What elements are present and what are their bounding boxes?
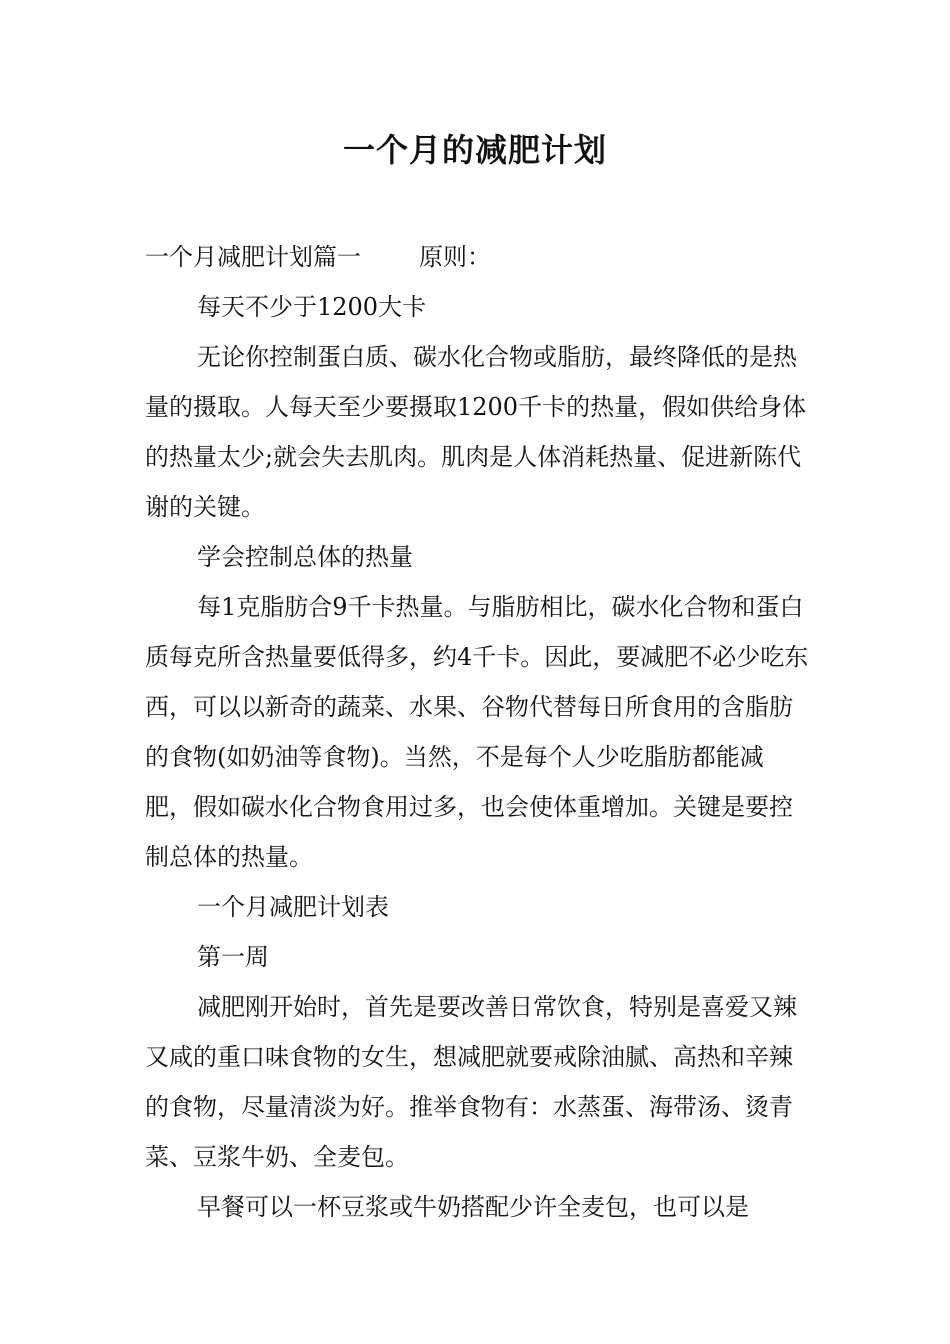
paragraph: 无论你控制蛋白质、碳水化合物或脂肪，最终降低的是热量的摄取。人每天至少要摄取1200千卡的热量，假如供给身体的热量太少;就会失去肌肉。肌肉是人体消耗热量、促进新陈代谢的关键。	[145, 343, 807, 521]
paragraph: 学会控制总体的热量	[197, 543, 413, 571]
paragraph: 一个月减肥计划表	[197, 893, 389, 921]
paragraph: 减肥刚开始时，首先是要改善日常饮食，特别是喜爱又辣又咸的重口味食物的女生，想减肥就要戒除油腻、高热和辛辣的食物，尽量清淡为好。推举食物有：水蒸蛋、海带汤、烫青菜、豆浆牛奶、全麦包。	[145, 993, 797, 1171]
paragraph: 第一周	[197, 943, 269, 971]
paragraph: 每1克脂肪合9千卡热量。与脂肪相比，碳水化合物和蛋白质每克所含热量要低得多，约4千卡。因此，要减肥不必少吃东西，可以以新奇的蔬菜、水果、谷物代替每日所食用的含脂肪的食物(如奶油等食物)。当然，不是每个人少吃脂肪都能减肥，假如碳水化合物食用过多，也会使体重增加。关键是要控制总体的热量。	[145, 593, 809, 871]
document-body	[145, 232, 810, 1232]
principle-label: 原则：	[419, 243, 491, 271]
paragraph: 每天不少于1200大卡	[197, 293, 427, 321]
section-heading: 一个月减肥计划篇一	[145, 243, 361, 271]
paragraph: 早餐可以一杯豆浆或牛奶搭配少许全麦包，也可以是	[197, 1193, 749, 1221]
section-heading-line	[145, 232, 810, 282]
document-title: 一个月的减肥计划	[342, 131, 607, 169]
